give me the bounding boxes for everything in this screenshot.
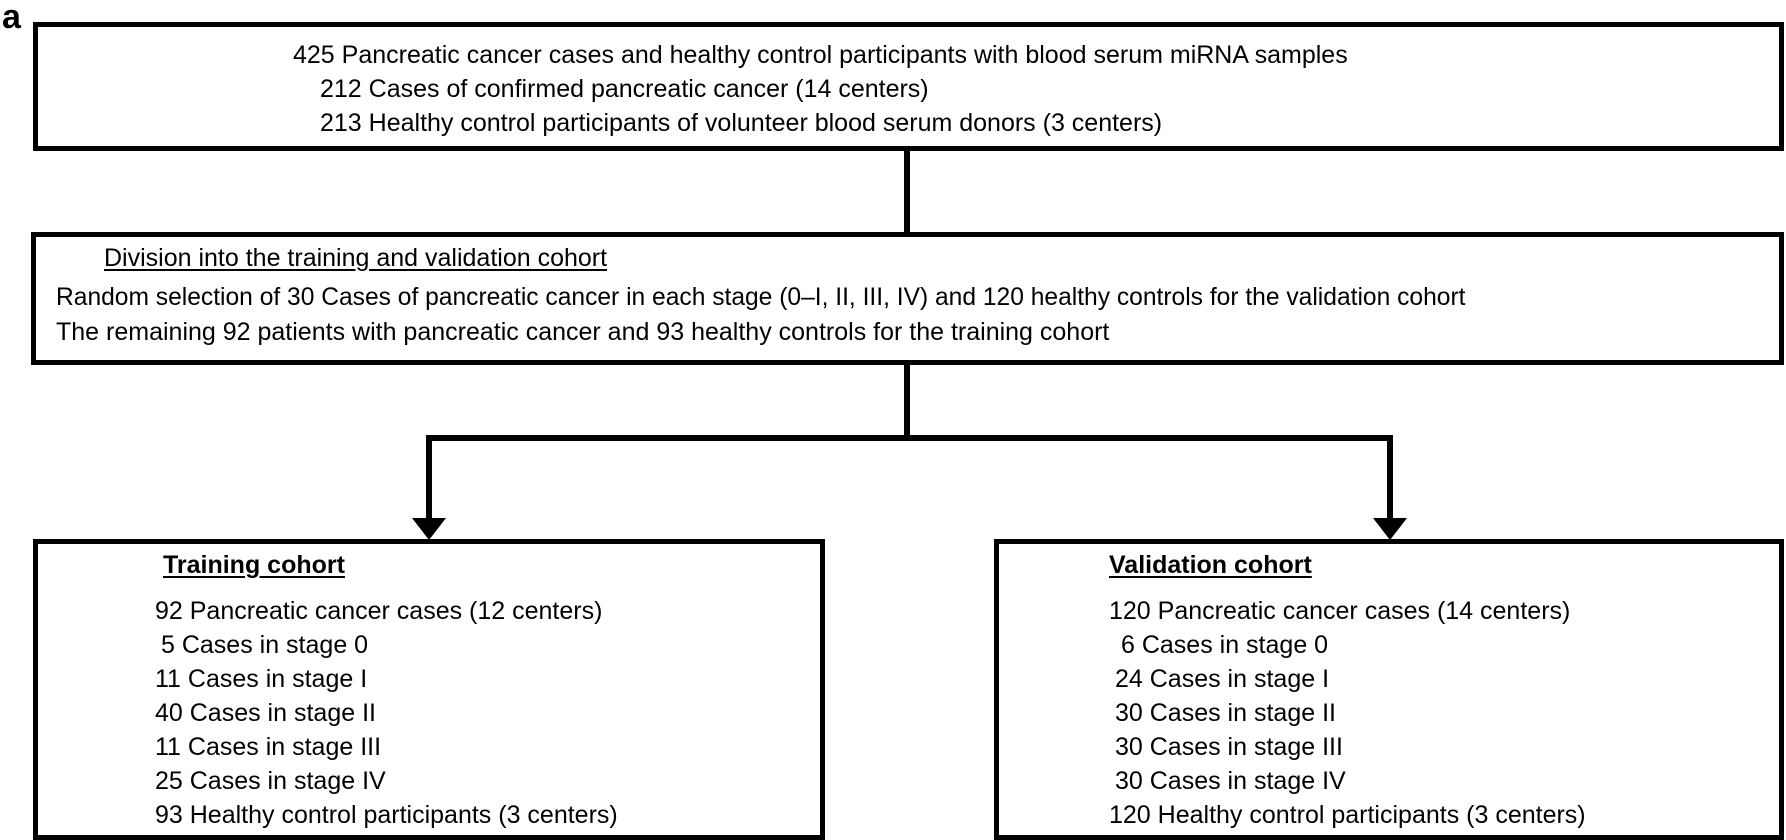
validation-stage-i: 24 Cases in stage I <box>1115 665 1330 693</box>
training-cohort-heading: Training cohort <box>163 551 345 579</box>
validation-stage-iii: 30 Cases in stage III <box>1115 733 1343 761</box>
arrow-down-icon <box>412 518 446 540</box>
validation-stage-iv: 30 Cases in stage IV <box>1115 767 1346 795</box>
training-stage-i: 11 Cases in stage I <box>155 665 368 693</box>
validation-cancer-cases: 120 Pancreatic cancer cases (14 centers) <box>1109 597 1571 625</box>
cohort-division-validation-rule: Random selection of 30 Cases of pancreatic cancer in each stage (0–I, II, III, IV) and 120 healthy controls for the validation cohort <box>56 284 1466 311</box>
arrow-down-icon <box>1373 518 1407 540</box>
source-population-cases: 212 Cases of confirmed pancreatic cancer (14 centers) <box>320 75 929 103</box>
training-cancer-cases: 92 Pancreatic cancer cases (12 centers) <box>155 597 603 625</box>
connector-left-drop <box>426 435 432 520</box>
validation-healthy-controls: 120 Healthy control participants (3 centers) <box>1109 801 1586 829</box>
training-healthy-controls: 93 Healthy control participants (3 centers) <box>155 801 618 829</box>
source-population-box <box>33 22 1784 151</box>
validation-stage-0: 6 Cases in stage 0 <box>1121 631 1329 659</box>
connector-division-stem <box>904 362 910 440</box>
validation-cohort-heading: Validation cohort <box>1109 551 1312 579</box>
training-stage-iii: 11 Cases in stage III <box>155 733 382 761</box>
cohort-division-box <box>31 232 1784 365</box>
source-population-total: 425 Pancreatic cancer cases and healthy control participants with blood serum miRNA samples <box>293 41 1348 69</box>
connector-top-to-division <box>904 148 910 235</box>
cohort-division-heading: Division into the training and validation cohort <box>104 244 608 272</box>
validation-stage-ii: 30 Cases in stage II <box>1115 699 1336 727</box>
validation-cohort-box <box>994 539 1784 840</box>
training-stage-iv: 25 Cases in stage IV <box>155 767 386 795</box>
panel-label: a <box>2 0 21 36</box>
training-stage-ii: 40 Cases in stage II <box>155 699 376 727</box>
connector-horizontal-split <box>426 435 1393 441</box>
cohort-division-training-rule: The remaining 92 patients with pancreatic cancer and 93 healthy controls for the training cohort <box>56 318 1110 346</box>
source-population-controls: 213 Healthy control participants of volunteer blood serum donors (3 centers) <box>320 109 1163 137</box>
training-cohort-box <box>33 539 825 840</box>
connector-right-drop <box>1387 435 1393 520</box>
training-stage-0: 5 Cases in stage 0 <box>161 631 369 659</box>
